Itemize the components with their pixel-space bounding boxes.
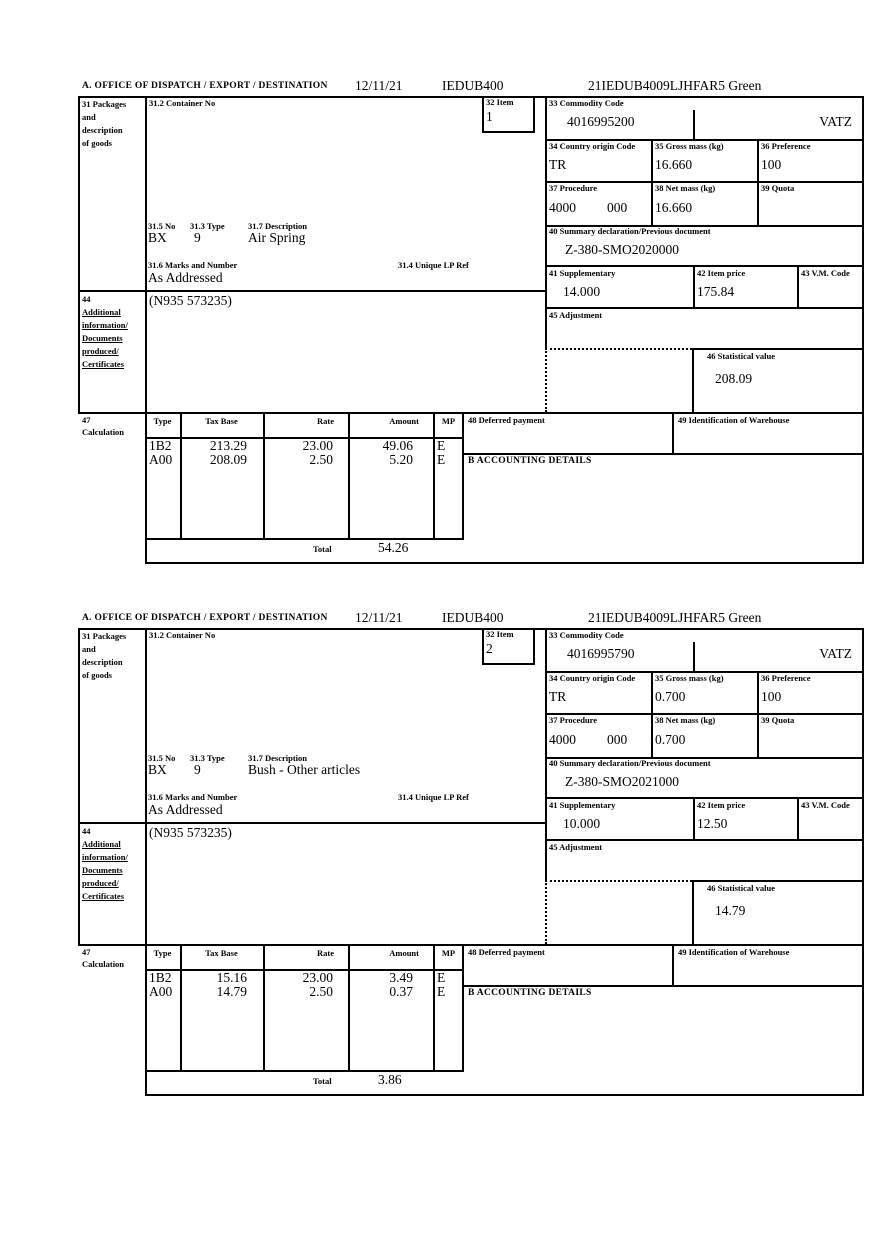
previous-document-value: Z-380-SMO2021000 (565, 774, 679, 789)
box44-label: Documents (82, 333, 123, 343)
preference-value: 100 (761, 689, 782, 704)
divider (757, 671, 759, 757)
divider (862, 96, 864, 564)
dotted-divider (545, 880, 547, 944)
box44-label: 44 (82, 294, 91, 304)
divider (78, 944, 864, 946)
gross-mass-value: 16.660 (655, 157, 693, 172)
divider (545, 96, 547, 348)
lp-ref-label: 31.4 Unique LP Ref (398, 260, 469, 270)
divider (78, 822, 547, 824)
divider (462, 985, 864, 987)
calc-type: 1B2 (149, 970, 172, 985)
calc-type: A00 (149, 452, 173, 467)
calc-amount: 5.20 (389, 452, 413, 467)
calc-mp: E (437, 970, 446, 985)
calc-mp: E (437, 984, 446, 999)
office-code: IEDUB400 (442, 610, 504, 625)
dotted-divider (545, 348, 547, 412)
divider (433, 944, 435, 1070)
divider (78, 412, 864, 414)
preference-label: 36 Preference (761, 141, 811, 151)
quota-label: 39 Quota (761, 183, 795, 193)
gross-mass-label: 35 Gross mass (kg) (655, 141, 724, 151)
box31-label: 31 Packages (82, 99, 127, 109)
calc-header-taxbase: Tax Base (205, 948, 238, 958)
divider (145, 1094, 864, 1096)
divider (545, 265, 864, 267)
commodity-label: 33 Commodity Code (549, 98, 624, 108)
section-a-title: A. OFFICE OF DISPATCH / EXPORT / DESTINATION (82, 81, 328, 91)
total-label: Total (313, 544, 332, 554)
package-type-value: 9 (194, 762, 201, 777)
procedure-ext-value: 000 (607, 200, 628, 215)
deferred-payment-label: 48 Deferred payment (468, 415, 545, 425)
country-value: TR (549, 689, 567, 704)
marks-label: 31.6 Marks and Number (148, 260, 238, 270)
warehouse-label: 49 Identification of Warehouse (678, 947, 790, 957)
calc-amount: 0.37 (389, 984, 413, 999)
country-label: 34 Country origin Code (549, 141, 636, 151)
divider (482, 131, 535, 133)
box47-label: Calculation (82, 427, 125, 437)
calc-mp: E (437, 438, 446, 453)
calc-type: 1B2 (149, 438, 172, 453)
consignment-reference: 21IEDUB4009LJHFAR5 Green (588, 78, 762, 93)
divider (348, 944, 350, 1070)
net-mass-label: 38 Net mass (kg) (655, 715, 716, 725)
package-code-value: BX (148, 762, 167, 777)
divider (78, 96, 80, 412)
box31-label: of goods (82, 670, 112, 680)
divider (545, 628, 547, 880)
divider (651, 671, 653, 757)
calc-rate: 23.00 (302, 970, 333, 985)
vat-code-value: VATZ (819, 114, 852, 129)
box44-label: Additional (82, 307, 121, 317)
package-code-value: BX (148, 230, 167, 245)
divider (180, 944, 182, 1070)
divider (482, 663, 535, 665)
divider (145, 562, 864, 564)
divider (862, 628, 864, 1096)
procedure-label: 37 Procedure (549, 183, 598, 193)
net-mass-value: 0.700 (655, 732, 686, 747)
calc-header-mp: MP (441, 416, 456, 426)
divider (692, 880, 694, 944)
calc-taxbase: 14.79 (216, 984, 247, 999)
item-box-label: 32 Item (486, 629, 514, 639)
total-value: 3.86 (378, 1072, 402, 1087)
vat-code-value: VATZ (819, 646, 852, 661)
supplementary-value: 14.000 (563, 284, 601, 299)
item-price-label: 42 Item price (697, 268, 746, 278)
box47-label: 47 (82, 947, 91, 957)
container-no-label: 31.2 Container No (149, 630, 216, 640)
box47-label: Calculation (82, 959, 125, 969)
calc-mp: E (437, 452, 446, 467)
consignment-reference: 21IEDUB4009LJHFAR5 Green (588, 610, 762, 625)
lp-ref-label: 31.4 Unique LP Ref (398, 792, 469, 802)
pkg-no-label: 31.5 No (148, 753, 176, 763)
box31-label: description (82, 657, 123, 667)
package-type-value: 9 (194, 230, 201, 245)
divider (145, 96, 147, 564)
statistical-value: 208.09 (715, 371, 753, 386)
box44-label: produced/ (82, 878, 119, 888)
pkg-no-label: 31.5 No (148, 221, 176, 231)
calc-type: A00 (149, 984, 173, 999)
divider (545, 797, 864, 799)
divider (797, 797, 799, 839)
divider (651, 139, 653, 225)
box44-label: Certificates (82, 359, 125, 369)
calc-rate: 2.50 (309, 984, 333, 999)
marks-value: As Addressed (148, 802, 223, 817)
divider (462, 453, 864, 455)
warehouse-label: 49 Identification of Warehouse (678, 415, 790, 425)
box31-label: 31 Packages (82, 631, 127, 641)
total-value: 54.26 (378, 540, 409, 555)
divider (78, 290, 547, 292)
box44-label: information/ (82, 852, 128, 862)
divider (692, 348, 694, 412)
divider (797, 265, 799, 307)
divider (482, 96, 484, 131)
divider (692, 880, 864, 882)
declaration-item-section-1 (78, 75, 864, 567)
item-price-value: 12.50 (697, 816, 728, 831)
procedure-value: 4000 (549, 200, 576, 215)
item-number-value: 1 (486, 109, 493, 124)
summary-declaration-label: 40 Summary declaration/Previous document (549, 758, 711, 768)
divider (145, 1070, 464, 1072)
box31-label: and (82, 112, 96, 122)
goods-description-value: Bush - Other articles (248, 762, 361, 777)
item-price-label: 42 Item price (697, 800, 746, 810)
box31-label: and (82, 644, 96, 654)
item-number-value: 2 (486, 641, 493, 656)
item-price-value: 175.84 (697, 284, 735, 299)
declaration-date: 12/11/21 (355, 610, 403, 625)
deferred-payment-label: 48 Deferred payment (468, 947, 545, 957)
quota-label: 39 Quota (761, 715, 795, 725)
marks-label: 31.6 Marks and Number (148, 792, 238, 802)
pkg-description-label: 31.7 Description (248, 221, 308, 231)
box31-label: description (82, 125, 123, 135)
adjustment-label: 45 Adjustment (549, 310, 603, 320)
divider (693, 110, 695, 139)
divider (348, 412, 350, 538)
calc-taxbase: 15.16 (216, 970, 247, 985)
calc-header-rate: Rate (317, 416, 334, 426)
divider (533, 628, 535, 665)
net-mass-value: 16.660 (655, 200, 693, 215)
divider (757, 139, 759, 225)
pkg-type-label: 31.3 Type (190, 221, 225, 231)
divider (693, 797, 695, 839)
calc-header-taxbase: Tax Base (205, 416, 238, 426)
calc-taxbase: 208.09 (209, 452, 247, 467)
box44-label: produced/ (82, 346, 119, 356)
supplementary-label: 41 Supplementary (549, 268, 616, 278)
dotted-divider (545, 880, 692, 882)
box31-label: of goods (82, 138, 112, 148)
statistical-value-label: 46 Statistical value (707, 351, 775, 361)
net-mass-label: 38 Net mass (kg) (655, 183, 716, 193)
procedure-value: 4000 (549, 732, 576, 747)
box44-label: Certificates (82, 891, 125, 901)
divider (263, 412, 265, 538)
calc-rate: 23.00 (302, 438, 333, 453)
divider (545, 307, 864, 309)
divider (462, 944, 464, 1070)
divider (693, 265, 695, 307)
country-label: 34 Country origin Code (549, 673, 636, 683)
divider (433, 412, 435, 538)
preference-label: 36 Preference (761, 673, 811, 683)
pkg-description-label: 31.7 Description (248, 753, 308, 763)
divider (145, 628, 147, 1096)
declaration-item-section-2 (78, 607, 864, 1099)
supplementary-value: 10.000 (563, 816, 601, 831)
adjustment-label: 45 Adjustment (549, 842, 603, 852)
calc-header-rate: Rate (317, 948, 334, 958)
calc-header-type: Type (153, 948, 172, 958)
commodity-label: 33 Commodity Code (549, 630, 624, 640)
supplementary-label: 41 Supplementary (549, 800, 616, 810)
statistical-value: 14.79 (715, 903, 746, 918)
additional-info-value: (N935 573235) (149, 825, 232, 840)
previous-document-value: Z-380-SMO2020000 (565, 242, 679, 257)
commodity-code-value: 4016995200 (567, 114, 635, 129)
divider (533, 96, 535, 133)
calc-rate: 2.50 (309, 452, 333, 467)
box44-label: Documents (82, 865, 123, 875)
container-no-label: 31.2 Container No (149, 98, 216, 108)
marks-value: As Addressed (148, 270, 223, 285)
gross-mass-value: 0.700 (655, 689, 686, 704)
office-code: IEDUB400 (442, 78, 504, 93)
section-a-title: A. OFFICE OF DISPATCH / EXPORT / DESTINATION (82, 613, 328, 623)
divider (482, 628, 484, 663)
divider (692, 348, 864, 350)
divider (462, 412, 464, 538)
box44-label: information/ (82, 320, 128, 330)
divider (545, 839, 864, 841)
pkg-type-label: 31.3 Type (190, 753, 225, 763)
divider (78, 628, 80, 944)
vm-code-label: 43 V.M. Code (801, 800, 850, 810)
calc-taxbase: 213.29 (209, 438, 247, 453)
preference-value: 100 (761, 157, 782, 172)
calc-amount: 49.06 (382, 438, 413, 453)
box44-label: Additional (82, 839, 121, 849)
country-value: TR (549, 157, 567, 172)
statistical-value-label: 46 Statistical value (707, 883, 775, 893)
procedure-ext-value: 000 (607, 732, 628, 747)
goods-description-value: Air Spring (248, 230, 306, 245)
accounting-details-label: B ACCOUNTING DETAILS (468, 456, 592, 466)
box47-label: 47 (82, 415, 91, 425)
calc-header-amount: Amount (389, 948, 419, 958)
vm-code-label: 43 V.M. Code (801, 268, 850, 278)
divider (693, 642, 695, 671)
total-label: Total (313, 1076, 332, 1086)
gross-mass-label: 35 Gross mass (kg) (655, 673, 724, 683)
box44-label: 44 (82, 826, 91, 836)
divider (180, 412, 182, 538)
divider (672, 944, 674, 985)
calc-header-amount: Amount (389, 416, 419, 426)
divider (263, 944, 265, 1070)
divider (672, 412, 674, 453)
summary-declaration-label: 40 Summary declaration/Previous document (549, 226, 711, 236)
dotted-divider (545, 348, 692, 350)
declaration-date: 12/11/21 (355, 78, 403, 93)
calc-header-type: Type (153, 416, 172, 426)
item-box-label: 32 Item (486, 97, 514, 107)
additional-info-value: (N935 573235) (149, 293, 232, 308)
commodity-code-value: 4016995790 (567, 646, 635, 661)
calc-amount: 3.49 (389, 970, 413, 985)
accounting-details-label: B ACCOUNTING DETAILS (468, 988, 592, 998)
calc-header-mp: MP (441, 948, 456, 958)
divider (145, 538, 464, 540)
procedure-label: 37 Procedure (549, 715, 598, 725)
